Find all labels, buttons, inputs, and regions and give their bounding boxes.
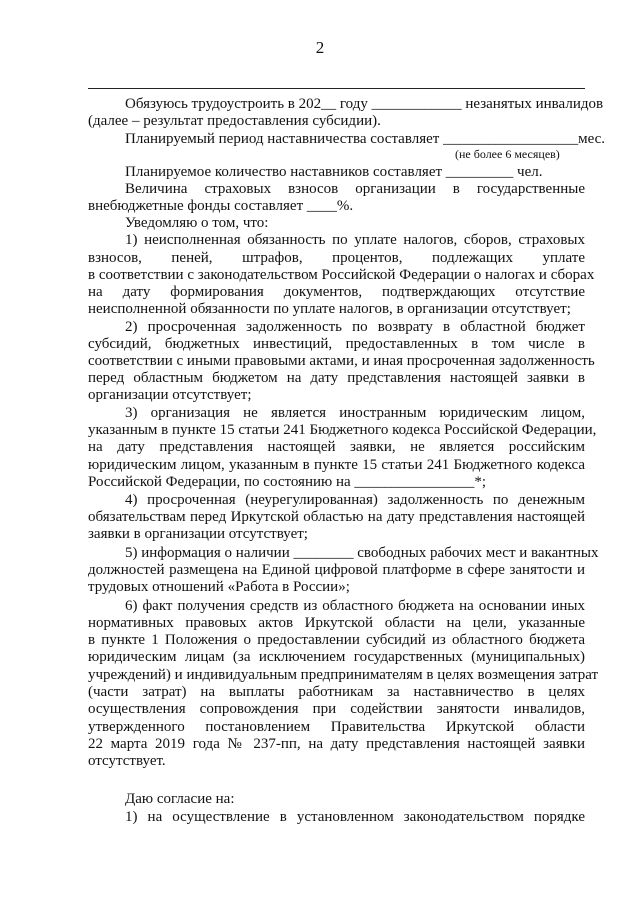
- text-line: соответствии с иными правовыми актами, и иная просроченная задолженность: [88, 353, 595, 369]
- text-line: в соответствии с законодательством Российской Федерации о налогах и сборах: [88, 267, 595, 283]
- page-number: 2: [315, 38, 325, 57]
- text-line: 3) организация не является иностранным юридическим лицом,: [125, 405, 585, 421]
- text-line: указанным в пункте 15 статьи 241 Бюджетного кодекса Российской Федерации,: [88, 422, 597, 438]
- text-line: на дату представления настоящей заявки, не является российским: [88, 439, 585, 455]
- text-line: 4) просроченная (неурегулированная) задолженность по денежным: [125, 492, 585, 508]
- text-line: субсидий, бюджетных инвестиций, предоставленных в том числе в: [88, 336, 585, 352]
- text-line: взносов, пеней, штрафов, процентов, подлежащих уплате: [88, 250, 585, 266]
- text-line: Российской Федерации, по состоянию на ________________*;: [88, 474, 487, 490]
- text-line: юридическим лицам (за исключением государственных (муниципальных): [88, 649, 585, 665]
- text-line: перед областным бюджетом на дату представления настоящей заявки в: [88, 370, 585, 386]
- text-line: 6) факт получения средств из областного бюджета на основании иных: [125, 598, 585, 614]
- text-line: Даю согласие на:: [125, 791, 235, 807]
- text-line: 22 марта 2019 года № 237-пп, на дату представления настоящей заявки: [88, 736, 585, 752]
- text-line: на дату формирования документов, подтверждающих отсутствие: [88, 284, 585, 300]
- text-line: трудовых отношений «Работа в России»;: [88, 579, 350, 595]
- text-line: Планируемое количество наставников составляет _________ чел.: [125, 164, 543, 180]
- text-line: обязательствам перед Иркутской областью на дату представления настоящей: [88, 509, 585, 525]
- text-line: юридическим лицом, указанным в пункте 15 статьи 241 Бюджетного кодекса: [88, 457, 585, 473]
- text-line: 5) информация о наличии ________ свободных рабочих мест и вакантных: [125, 545, 599, 561]
- text-line: в пункте 1 Положения о предоставлении субсидий из областного бюджета: [88, 632, 585, 648]
- text-line: Планируемый период наставничества составляет __________________мес.: [125, 131, 606, 147]
- top-rule: [88, 88, 585, 89]
- text-line: (не более 6 месяцев): [455, 147, 560, 161]
- text-line: 1) на осуществление в установленном законодательством порядке: [125, 809, 585, 825]
- text-line: (далее – результат предоставления субсидии).: [88, 113, 381, 129]
- text-line: Величина страховых взносов организации в государственные: [125, 181, 585, 197]
- text-line: утвержденного постановлением Правительства Иркутской области: [88, 719, 585, 735]
- text-line: Обязуюсь трудоустроить в 202__ году ____________ незанятых инвалидов: [125, 96, 604, 112]
- text-line: учреждений) и индивидуальным предпринимателям в целях возмещения затрат: [88, 667, 599, 683]
- text-line: (части затрат) на выплаты работникам за наставничество в целях: [88, 684, 585, 700]
- text-line: внебюджетные фонды составляет ____%.: [88, 198, 354, 214]
- text-line: Уведомляю о том, что:: [125, 215, 269, 231]
- text-line: осуществления сопровождения при содействии занятости инвалидов,: [88, 701, 585, 717]
- text-line: отсутствует.: [88, 753, 166, 769]
- text-line: неисполненной обязанности по уплате налогов, в организации отсутствует;: [88, 301, 571, 317]
- text-line: организации отсутствует;: [88, 387, 252, 403]
- text-line: 1) неисполненная обязанность по уплате налогов, сборов, страховых: [125, 232, 585, 248]
- text-line: нормативных правовых актов Иркутской области на цели, указанные: [88, 615, 585, 631]
- text-line: заявки в организации отсутствует;: [88, 526, 308, 542]
- text-line: должностей размещена на Единой цифровой платформе в сфере занятости и: [88, 562, 585, 578]
- text-line: 2) просроченная задолженность по возврату в областной бюджет: [125, 319, 585, 335]
